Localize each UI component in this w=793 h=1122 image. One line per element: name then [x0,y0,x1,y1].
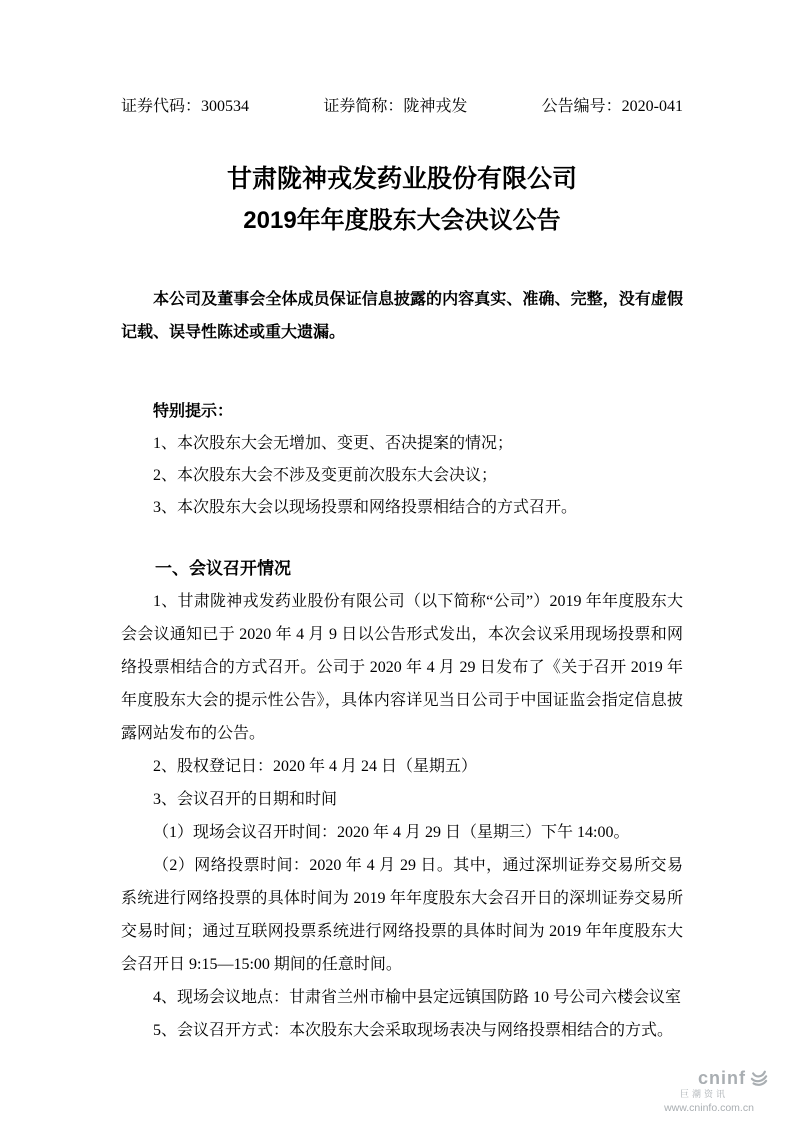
cninfo-logo [649,1068,769,1088]
meeting-venue-line: 4、现场会议地点：甘肃省兰州市榆中县定远镇国防路 10 号公司六楼会议室 [153,989,682,1006]
disclaimer-paragraph: 本公司及董事会全体成员保证信息披露的内容真实、准确、完整，没有虚假记载、误导性陈述或重大遗漏。 [121,291,683,341]
onsite-meeting-time-line: （1）现场会议召开时间：2020 年 4 月 29 日（星期三）下午 14:00。 [153,824,630,841]
cninfo-url: www.cninfo.com.cn [664,1102,754,1114]
stock-code: 证券代码：300534 [121,98,250,115]
special-notice-block [121,396,683,524]
special-notice-item-2: 2、本次股东大会不涉及变更前次股东大会决议； [153,467,498,484]
meeting-datetime-heading: 3、会议召开的日期和时间 [153,791,338,808]
special-notice-item-1: 1、本次股东大会无增加、变更、否决提案的情况； [153,435,514,452]
special-notice-heading: 特别提示： [153,403,234,420]
meeting-notice-paragraph: 1、甘肃陇神戎发药业股份有限公司（以下简称“公司”）2019 年年度股东大会会议通知已于 2020 年 4 月 9 日以公告形式发出，本次会议采用现场投票和网络投票相结合的方式召开。公司于 2020 年 4 月 29 日发布了《关于召开 2019 年年度股东大会的提示性公告》，具体内容详见当日公司于中国证监会指定信息披露网站发布的公告。 [121,593,683,742]
meeting-method-line: 5、会议召开方式：本次股东大会采取现场表决与网络投票相结合的方式。 [153,1022,674,1039]
record-date-line: 2、股权登记日：2020 年 4 月 24 日（星期五） [153,758,478,775]
company-name-title: 甘肃陇神戎发药业股份有限公司 [226,165,577,193]
announcement-title: 2019年年度股东大会决议公告 [243,207,561,234]
cninfo-watermark [649,1068,769,1115]
cninfo-swirl-icon [749,1068,769,1088]
cninfo-chinese-name: 巨潮资讯 [679,1089,728,1099]
stock-name: 证券简称：陇神戎发 [323,98,468,115]
special-notice-item-3: 3、本次股东大会以现场投票和网络投票相结合的方式召开。 [153,499,578,516]
online-voting-time-paragraph: （2）网络投票时间：2020 年 4 月 29 日。其中，通过深圳证券交易所交易系统进行网络投票的具体时间为 2019 年年度股东大会召开日的深圳证券交易所交易时间；通过互联网投票系统进行网络投票的具体时间为 2019 年年度股东大会召开日 9:15—15:00 期间的任意时间。 [121,857,683,973]
section-1-heading: 一、会议召开情况 [155,559,291,578]
section-meeting-convening [121,552,683,1047]
cninfo-brand-text: cninf [698,1068,746,1088]
document-title [121,160,683,243]
document-header [121,95,683,118]
announcement-number: 公告编号：2020-041 [541,98,683,115]
